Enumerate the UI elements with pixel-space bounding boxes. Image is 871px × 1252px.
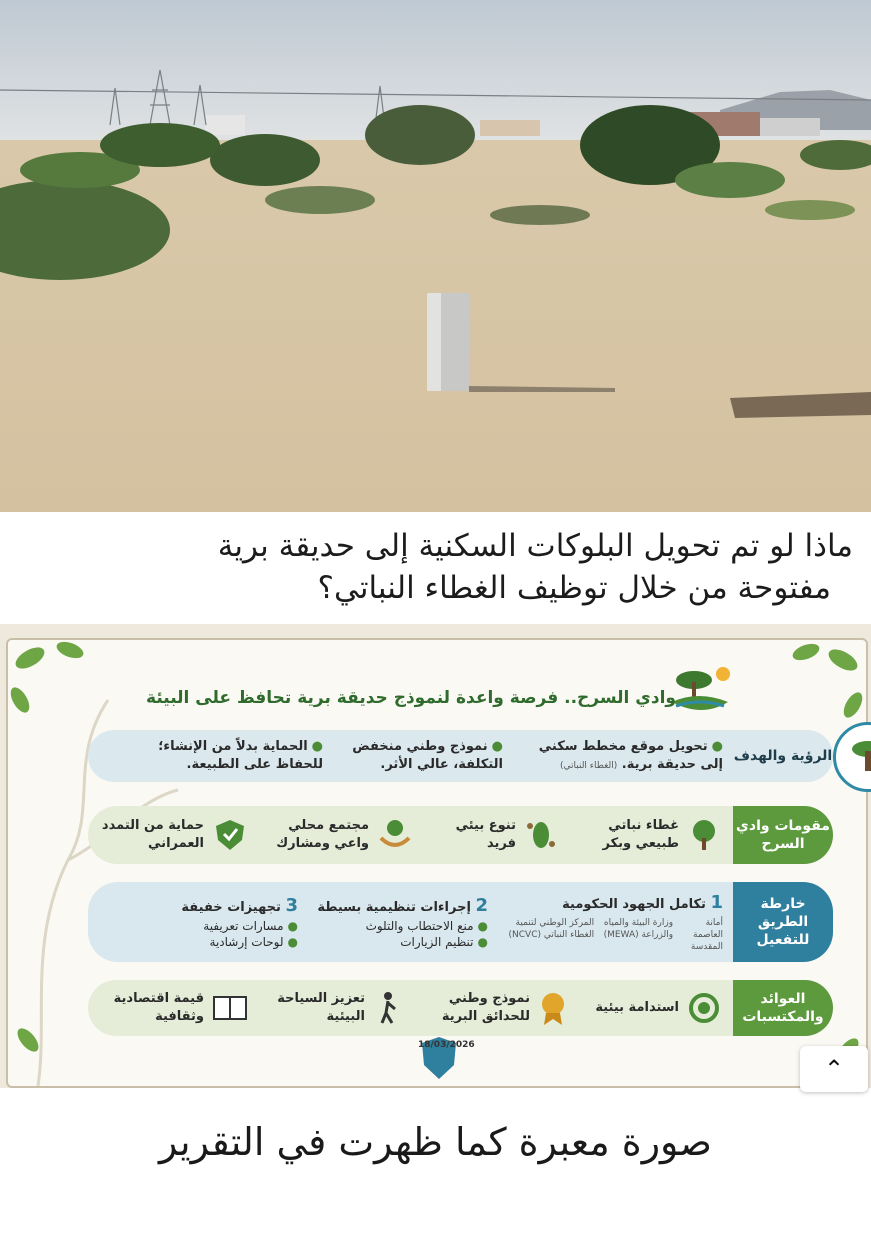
row-returns <box>88 980 833 1036</box>
caption-text: صورة معبرة كما ظهرت في التقرير <box>159 1120 712 1164</box>
row-roadmap <box>88 882 833 962</box>
hiker-icon <box>373 991 403 1025</box>
biodiversity-icon <box>524 818 558 852</box>
vision-item-1: ●تحويل موقع مخطط سكني إلى حديقة برية. (الغطاء النباتي) <box>538 739 723 772</box>
infographic-panel <box>6 638 868 1088</box>
infographic <box>0 624 871 1088</box>
row-roadmap-label: خارطة الطريق للتفعيل <box>733 882 833 962</box>
question-text <box>0 512 871 620</box>
vision-item-3: ●الحماية بدلاً من الإنشاء؛ للحفاظ على الطبيعة. <box>158 739 323 772</box>
asset-item-2: تنوع بيئي فريد <box>438 806 558 864</box>
infographic-title: وادي السرح.. فرصة واعدة لنموذج حديقة برية تحافظ على البيئة <box>146 688 676 708</box>
badge-icon <box>538 991 568 1025</box>
question-line-2: مفتوحة من خلال توظيف الغطاء النباتي؟ <box>317 570 831 606</box>
book-icon <box>212 993 248 1023</box>
tree-icon <box>687 818 721 852</box>
recycle-icon <box>687 991 721 1025</box>
asset-item-3: مجتمع محلي واعي ومشارك <box>273 806 413 864</box>
roadmap-step-2: 2 إجراءات تنظيمية بسيطة ●منع الاحتطاب والتلوث ●تنظيم الزيارات <box>317 894 488 950</box>
row-vision <box>88 730 833 782</box>
hands-plant-icon <box>377 818 413 852</box>
return-item-1: استدامة بيئية <box>591 980 721 1036</box>
shield-house-icon <box>212 818 248 852</box>
tree-logo-icon <box>668 662 734 718</box>
return-item-2: نموذج وطني للحدائق البرية <box>423 980 568 1036</box>
vision-item-2: ●نموذج وطني منخفض التكلفة، عالي الأثر. <box>352 739 503 772</box>
row-vision-label: الرؤية والهدف <box>733 730 833 782</box>
asset-item-4: حماية من التمدد العمراني <box>98 806 248 864</box>
roadmap-step-1: 1 تكامل الجهود الحكومية أمانة العاصمة المقدسة وزارة البيئة والمياه والزراعة (MEWA) المركز الوطني لتنمية الغطاء النباتي (NCVC) <box>508 891 723 953</box>
return-item-4: قيمة اقتصادية وثقافية <box>98 980 248 1036</box>
landscape-photo <box>0 0 871 512</box>
row-assets <box>88 806 833 864</box>
row-assets-label: مقومات وادي السرح <box>733 806 833 864</box>
return-item-3: تعزيز السياحة البيئية <box>273 980 403 1036</box>
asset-item-1: غطاء نباتي طبيعي وبكر <box>581 806 721 864</box>
row-returns-label: العوائد والمكتسبات <box>733 980 833 1036</box>
question-line-1: ماذا لو تم تحويل البلوكات السكنية إلى حديقة برية <box>217 528 853 564</box>
scroll-up-button[interactable]: ⌃ <box>800 1046 868 1092</box>
roadmap-step-3: 3 تجهيزات خفيفة ●مسارات تعريفية ●لوحات إرشادية <box>181 894 298 950</box>
date-label: 18/03/2026 <box>418 1040 475 1050</box>
